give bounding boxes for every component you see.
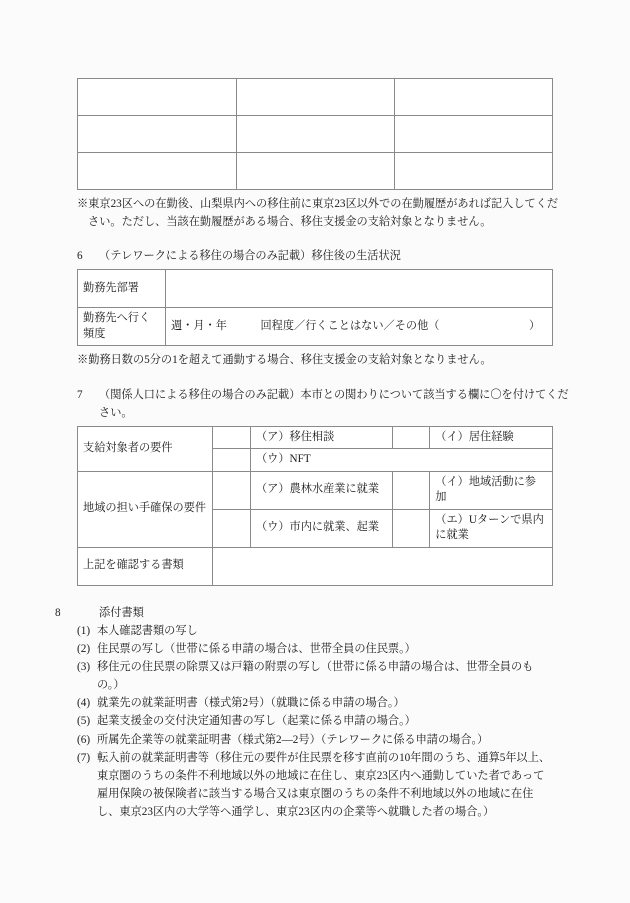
table-row [78, 116, 553, 153]
section-6-heading [77, 247, 575, 265]
history-cell-r1c3[interactable] [394, 79, 552, 116]
relation-option-b4: （エ）Uターンで県内に就業 [430, 509, 553, 547]
telework-value-frequency[interactable]: 週・月・年 回程度／行くことはない／その他（ ） [165, 308, 552, 346]
table-row [78, 270, 553, 308]
telework-note: ※勤務日数の5分の1を超えて通勤する場合、移住支援金の支給対象となりません。 [77, 354, 492, 367]
section-7-title: （関係人口による移住の場合のみ記載）本市との関わりについて該当する欄に〇を付けてください。 [99, 388, 569, 419]
list-item [77, 640, 553, 658]
list-item-text: 就業先の就業証明書（様式第2号）（就職に係る申請の場合。） [97, 697, 405, 710]
relation-tick-a1[interactable] [213, 426, 251, 448]
relation-option-a2: （ウ）NFT [250, 449, 552, 471]
section-8-heading [55, 604, 553, 622]
relation-option-a3: （ア）農林水産業に就業 [250, 471, 392, 509]
table-row [78, 79, 553, 116]
list-item-marker: (4) [77, 697, 91, 710]
relation-label-local-workforce-requirements: 地域の担い手確保の要件 [78, 471, 213, 547]
list-item-text: 所属先企業等の就業証明書（様式第2―2号）（テレワークに係る申請の場合。） [97, 733, 489, 746]
relation-label-confirmation-documents: 上記を確認する書類 [78, 547, 213, 585]
table-row [78, 308, 553, 346]
list-item-marker: (1) [77, 624, 91, 637]
list-item-text: 移住元の住民票の除票又は戸籍の附票の写し（世帯に係る申請の場合は、世帯全員のもの。） [97, 660, 534, 692]
relation-option-b1: （イ）居住経験 [430, 426, 553, 448]
list-item [77, 622, 553, 640]
relation-option-a4: （ウ）市内に就業、起業 [250, 509, 392, 547]
table-row [78, 426, 553, 448]
history-cell-r2c3[interactable] [394, 116, 552, 153]
list-item [77, 694, 553, 712]
list-item [77, 658, 553, 694]
list-item-text: 転入前の就業証明書等（移住元の要件が住民票を移す直前の10年間のうち、通算5年以上、東京圏のうちの条件不利地域以外の地域に在住し、東京23区内へ通勤していた者であって雇用保険の被保険者に該当する場合又は東京圏のうちの条件不利地域以外の地域に在住し、東京23区内の大学等へ通学し、東京23区内の企業等へ就職した者の場合。） [97, 751, 551, 819]
telework-value-department[interactable] [165, 270, 552, 308]
relation-tick-b3[interactable] [392, 471, 430, 509]
section-6-number: 6 [77, 250, 83, 263]
list-item-text: 本人確認書類の写し [97, 624, 198, 637]
table-row [78, 547, 553, 585]
relation-tick-b4[interactable] [392, 509, 430, 547]
history-cell-r3c2[interactable] [236, 153, 394, 190]
telework-label-department: 勤務先部署 [78, 270, 166, 308]
list-item-marker: (7) [77, 751, 91, 764]
relation-tick-a3[interactable] [213, 471, 251, 509]
list-item-marker: (5) [77, 715, 91, 728]
section-7-number: 7 [77, 388, 83, 401]
history-cell-r3c1[interactable] [78, 153, 237, 190]
relation-option-a1: （ア）移住相談 [250, 426, 392, 448]
attachment-list [77, 622, 553, 822]
work-history-table [77, 78, 553, 190]
section-6-title: （テレワークによる移住の場合のみ記載）移住後の生活状況 [99, 250, 401, 263]
table-row [78, 153, 553, 190]
list-item-marker: (3) [77, 660, 91, 673]
history-cell-r3c3[interactable] [394, 153, 552, 190]
table-row [78, 471, 553, 509]
list-item-marker: (6) [77, 733, 91, 746]
relation-option-b3: （イ）地域活動に参加 [430, 471, 553, 509]
list-item [77, 712, 553, 730]
list-item-text: 起業支援金の交付決定通知書の写し（起業に係る申請の場合。） [97, 715, 416, 728]
section-7-heading [77, 386, 575, 422]
relation-value-confirmation-documents[interactable] [213, 547, 553, 585]
telework-label-frequency: 勤務先へ行く頻度 [78, 308, 166, 346]
history-cell-r2c1[interactable] [78, 116, 237, 153]
history-cell-r1c2[interactable] [236, 79, 394, 116]
relation-tick-b1[interactable] [392, 426, 430, 448]
history-cell-r2c2[interactable] [236, 116, 394, 153]
relation-table [77, 426, 553, 586]
section-8-number: 8 [55, 606, 61, 619]
telework-table [77, 269, 553, 346]
document-body [55, 78, 569, 821]
list-item [77, 731, 553, 749]
list-item [77, 749, 553, 822]
history-note: ※東京23区への在勤後、山梨県内への移住前に東京23区以外での在勤履歴があれば記入してください。ただし、当該在勤履歴がある場合、移住支援金の支給対象となりません。 [77, 198, 559, 229]
history-cell-r1c1[interactable] [78, 79, 237, 116]
section-8-title: 添付書類 [99, 606, 144, 619]
relation-label-recipient-requirements: 支給対象者の要件 [78, 426, 213, 471]
list-item-text: 住民票の写し（世帯に係る申請の場合は、世帯全員の住民票。） [97, 642, 416, 655]
relation-tick-a4[interactable] [213, 509, 251, 547]
relation-tick-a2[interactable] [213, 449, 251, 471]
list-item-marker: (2) [77, 642, 91, 655]
